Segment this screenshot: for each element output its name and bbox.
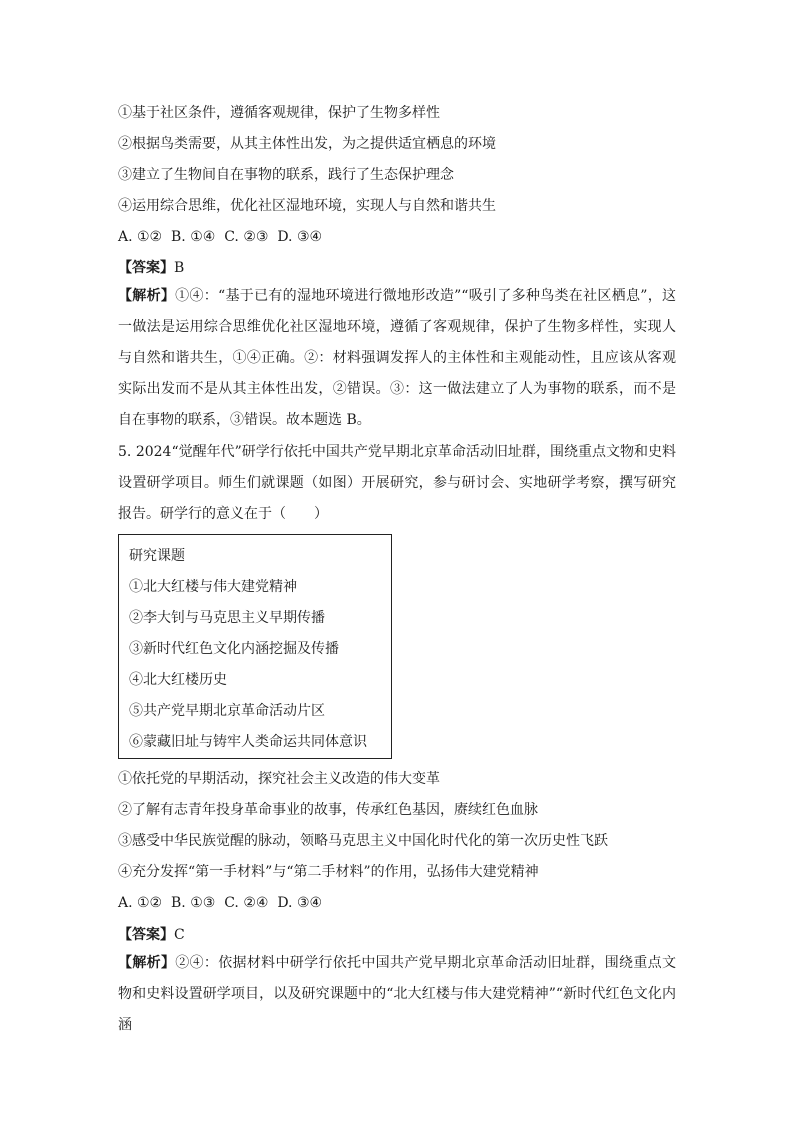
topic-item: ⑥蒙藏旧址与铸牢人类命运共同体意识: [129, 734, 367, 750]
topic-item: ①北大红楼与伟大建党精神: [129, 579, 297, 595]
topic-item: ⑤共产党早期北京革命活动片区: [129, 703, 325, 719]
q5-option-3: ③感受中华民族觉醒的脉动，领略马克思主义中国化时代化的第一次历史性飞跃: [118, 833, 608, 849]
q4-answer: [118, 259, 184, 277]
answer-value: B: [174, 260, 185, 276]
topic-item: ④北大红楼历史: [129, 672, 227, 688]
q4-option-3: ③建立了生物间自在事物的联系，践行了生态保护理念: [118, 167, 454, 183]
topic-box-title: 研究课题: [129, 548, 185, 564]
q4-choices: A. ①② B. ①④ C. ②③ D. ③④: [118, 229, 323, 245]
q4-analysis: [118, 281, 676, 436]
q5-option-2: ②了解有志青年投身革命事业的故事，传承红色基因，赓续红色血脉: [118, 802, 538, 818]
q5-analysis: [118, 948, 676, 1041]
answer-value: C: [174, 927, 185, 943]
analysis-text: ②④：依据材料中研学行依托中国共产党早期北京革命活动旧址群，围绕重点文物和史料设置研学项目，以及研究课题中的“北大红楼与伟大建党精神”“新时代红色文化内涵: [118, 955, 677, 1033]
topic-item: ③新时代红色文化内涵挖掘及传播: [129, 641, 339, 657]
q5-choices: A. ①② B. ①③ C. ②④ D. ③④: [118, 895, 323, 911]
q4-option-2: ②根据鸟类需要，从其主体性出发，为之提供适宜栖息的环境: [118, 136, 496, 152]
q4-option-1: ①基于社区条件，遵循客观规律，保护了生物多样性: [118, 105, 440, 121]
answer-label: 【答案】: [118, 927, 174, 943]
analysis-label: 【解析】: [118, 288, 176, 304]
analysis-text: ①④：“基于已有的湿地环境进行微地形改造”“吸引了多种鸟类在社区栖息”，这一做法是运用综合思维优化社区湿地环境，遵循了客观规律，保护了生物多样性，实现人与自然和谐共生，①④正确。②：材料强调发挥人的主体性和主观能动性，且应该从客观实际出发而不是从其主体性出发，②错误。③：这一做法建立了人为事物的联系，而不是自在事物的联系，③错误。故本题选 B。: [118, 288, 676, 428]
topic-item: ②李大钊与马克思主义早期传播: [129, 610, 325, 626]
q5-stem: 5. 2024“觉醒年代”研学行依托中国共产党早期北京革命活动旧址群，围绕重点文物和史料设置研学项目。师生们就课题（如图）开展研究，参与研讨会、实地研学考察，撰写研究报告。研学行的意义在于（ ）: [118, 444, 676, 522]
q5-option-4: ④充分发挥“第一手材料”与“第二手材料”的作用，弘扬伟大建党精神: [118, 864, 539, 880]
q4-option-4: ④运用综合思维，优化社区湿地环境，实现人与自然和谐共生: [118, 198, 496, 214]
research-topic-box: [118, 534, 392, 759]
q5-answer: [118, 926, 185, 944]
analysis-label: 【解析】: [118, 955, 176, 971]
q5-option-1: ①依托党的早期活动，探究社会主义改造的伟大变革: [118, 771, 440, 787]
answer-label: 【答案】: [118, 260, 174, 276]
